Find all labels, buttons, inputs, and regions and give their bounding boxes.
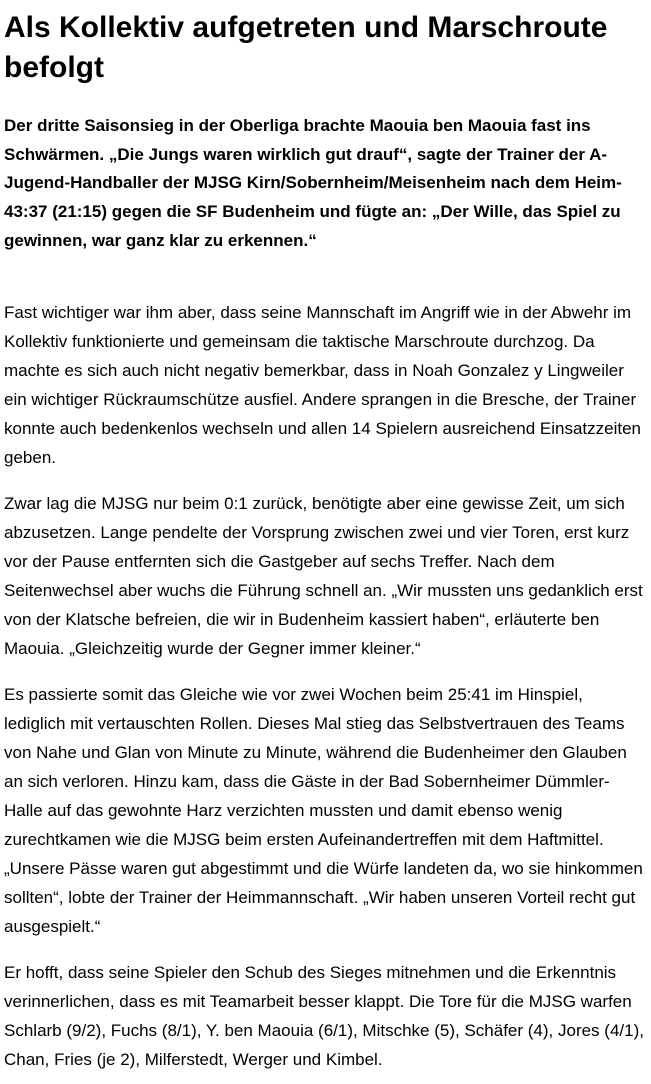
article-paragraph: Fast wichtiger war ihm aber, dass seine Mannschaft im Angriff wie in der Abwehr im Kollektiv funktionierte und gemeinsam die taktische Marschroute durchzog. Da machte es sich auch nicht negativ bemerkbar, dass in Noah Gonzalez y Lingweiler ein wichtiger Rückraumschütze ausfiel. Andere sprangen in die Bresche, der Trainer konnte auch bedenkenlos wechseln und allen 14 Spielern ausreichend Einsatzzeiten geben. [4, 302, 641, 467]
article-paragraph: Es passierte somit das Gleiche wie vor zwei Wochen beim 25:41 im Hinspiel, lediglich mit vertauschten Rollen. Dieses Mal stieg das Selbstvertrauen des Teams von Nahe und Glan von Minute zu Minute, während die Budenheimer den Glauben an sich verloren. Hinzu kam, dass die Gäste in der Bad Sobernheimer Dümmler-Halle auf das gewohnte Harz verzichten mussten und damit ebenso wenig zurechtkamen wie die MJSG beim ersten Aufeinandertreffen mit dem Haftmittel. „Unsere Pässe waren gut abgestimmt und die Würfe landeten da, wo sie hinkommen sollten“, lobte der Trainer der Heimmannschaft. „Wir haben unseren Vorteil recht gut ausgespielt.“ [4, 684, 643, 936]
article-headline: Als Kollektiv aufgetreten und Marschroute befolgt [4, 11, 608, 84]
article-paragraph: Er hofft, dass seine Spieler den Schub des Sieges mitnehmen und die Erkenntnis verinnerlichen, dass es mit Teamarbeit besser klappt. Die Tore für die MJSG warfen Schlarb (9/2), Fuchs (8/1), Y. ben Maouia (6/1), Mitschke (5), Schäfer (4), Jores (4/1), Chan, Fries (je 2), Milferstedt, Werger und Kimbel. [4, 962, 644, 1069]
article-lead: Der dritte Saisonsieg in der Oberliga brachte Maouia ben Maouia fast ins Schwärmen. „Die Jungs waren wirklich gut drauf“, sagte der Trainer der A-Jugend-Handballer der MJSG Kirn/Sobernheim/Meisenheim nach dem Heim-43:37 (21:15) gegen die SF Budenheim und fügte an: „Der Wille, das Spiel zu gewinnen, war ganz klar zu erkennen.“ [4, 116, 622, 250]
article-paragraph: Zwar lag die MJSG nur beim 0:1 zurück, benötigte aber eine gewisse Zeit, um sich abzusetzen. Lange pendelte der Vorsprung zwischen zwei und vier Toren, erst kurz vor der Pause entfernten sich die Gastgeber auf sechs Treffer. Nach dem Seitenwechsel aber wuchs die Führung schnell an. „Wir mussten uns gedanklich erst von der Klatsche befreien, die wir in Budenheim kassiert haben“, erläuterte ben Maouia. „Gleichzeitig wurde der Gegner immer kleiner.“ [4, 493, 643, 658]
